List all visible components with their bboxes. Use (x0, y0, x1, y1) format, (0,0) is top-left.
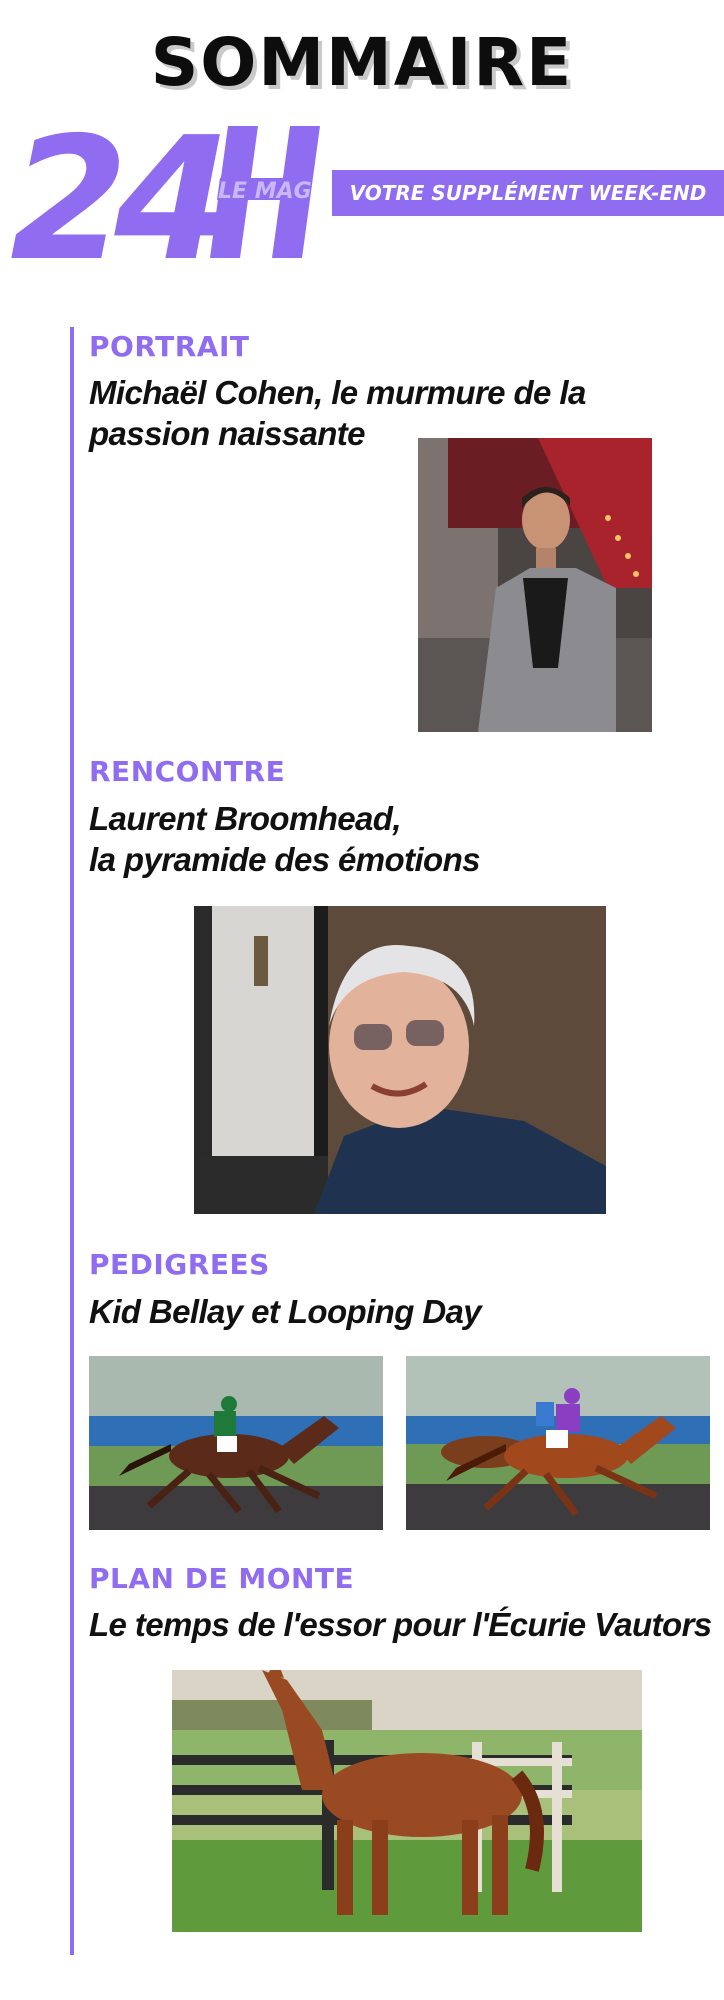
headline-line: Laurent Broomhead, (89, 800, 401, 837)
race-photo-horse-9 (406, 1356, 710, 1530)
photo-horse-in-paddock (172, 1670, 642, 1932)
headline-line: la pyramide des émotions (89, 841, 480, 878)
24h-le-mag-logo (8, 108, 323, 268)
accent-vertical-rule (70, 327, 74, 1955)
section-headline-rencontre (89, 798, 480, 880)
section-headline-plan-de-monte (89, 1604, 712, 1645)
logo-sub: LE MAG (218, 179, 312, 204)
section-category-plan-de-monte: PLAN DE MONTE (89, 1562, 355, 1595)
section-category-pedigrees: PEDIGREES (89, 1248, 270, 1281)
headline-line: Kid Bellay et Looping Day (89, 1293, 482, 1330)
section-category-portrait: PORTRAIT (89, 330, 250, 363)
tagline-banner: VOTRE SUPPLÉMENT WEEK-END (332, 170, 724, 216)
headline-line: passion naissante (89, 415, 365, 452)
logo-number: 24 (10, 108, 219, 268)
section-headline-pedigrees (89, 1291, 481, 1332)
headline-line: Michaël Cohen, le murmure de la (89, 374, 586, 411)
race-photo-horse-4 (89, 1356, 383, 1530)
page-title: SOMMAIRE (150, 24, 574, 101)
portrait-photo-man (418, 438, 652, 732)
portrait-photo-older-man (194, 906, 606, 1214)
section-category-rencontre: RENCONTRE (89, 755, 286, 788)
headline-line: Le temps de l'essor pour l'Écurie Vautors (89, 1606, 712, 1643)
